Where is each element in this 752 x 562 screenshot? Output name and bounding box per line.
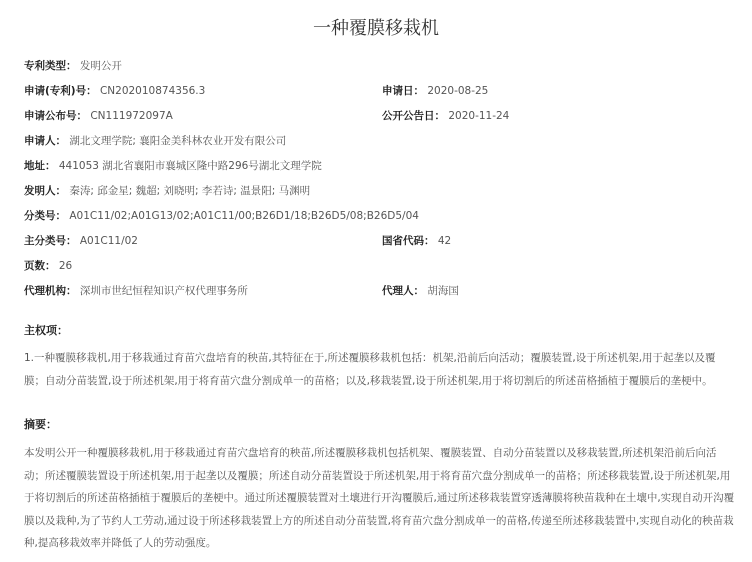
field-pages	[24, 259, 72, 273]
abstract-text: 本发明公开一种覆膜移栽机,用于移栽通过育苗穴盘培育的秧苗,所述覆膜移栽机包括机架、覆膜装置、自动分苗装置以及移栽装置,所述机架沿前后向活动；所述覆膜装置设于所述机架,用于起垄以及覆膜；所述自动分苗装置设于所述机架,用于将育苗穴盘分割成单一的苗格；所述移栽装置,设于所述机架,用于将切割后的所述苗格插植于覆膜后的垄梗中。通过所述覆膜装置对土壤进行开沟覆膜后,通过所述移栽装置穿透薄膜将秧苗栽种在土壤中,实现自动开沟覆膜以及栽种,为了节约人工劳动,通过设于所述移栽装置上方的所述自动分苗装置,将育苗穴盘分割成单一的苗格,传递至所述移栽装置中,实现自动化的秧苗栽种,提高移栽效率并降低了人的劳动强度。	[24, 447, 735, 549]
field-label: 页数：	[24, 260, 56, 272]
field-pub-date	[382, 109, 509, 123]
field-applicant	[24, 134, 286, 148]
field-label: 地址：	[24, 160, 56, 172]
field-value: A01C11/02;A01G13/02;A01C11/00;B26D1/18;B26D5/08;B26D5/04	[69, 210, 419, 222]
field-app-no	[24, 84, 205, 98]
field-label: 公开公告日：	[382, 110, 445, 122]
field-value: CN111972097A	[90, 110, 173, 122]
field-label: 代理人：	[382, 285, 424, 297]
field-value: 湖北文理学院; 襄阳金美科林农业开发有限公司	[69, 135, 287, 147]
claims-text: 1.一种覆膜移栽机,用于移栽通过育苗穴盘培育的秧苗,其特征在于,所述覆膜移栽机包括：机架,沿前后向活动；覆膜装置,设于所述机架,用于起垄以及覆膜；自动分苗装置,设于所述机架,用于将育苗穴盘分割成单一的苗格；以及,移栽装置,设于所述机架,用于将切割后的所述苗格插植于覆膜后的垄梗中。	[24, 352, 716, 387]
field-value: 42	[437, 235, 452, 247]
field-address	[24, 159, 322, 173]
field-inventors	[24, 184, 310, 198]
field-label: 申请公布号：	[24, 110, 87, 122]
field-label: 分类号：	[24, 210, 66, 222]
field-value: A01C11/02	[79, 235, 138, 247]
field-value: 秦涛; 邱金星; 魏超; 刘晓明; 李若诗; 温景阳; 马渊明	[69, 185, 311, 197]
field-label: 申请日：	[382, 85, 424, 97]
field-value: 发明公开	[79, 60, 122, 72]
field-main-class	[24, 234, 138, 248]
field-app-date	[382, 84, 488, 98]
abstract-heading: 摘要：	[24, 418, 57, 431]
field-value: 26	[58, 260, 73, 272]
field-label: 专利类型：	[24, 60, 77, 72]
field-agent	[382, 284, 459, 298]
field-agency	[24, 284, 248, 298]
field-value: 2020-08-25	[427, 85, 489, 97]
field-class-no	[24, 209, 419, 223]
field-value: CN202010874356.3	[99, 85, 206, 97]
field-label: 申请(专利)号：	[24, 85, 97, 97]
field-value: 2020-11-24	[448, 110, 510, 122]
field-country-code	[382, 234, 451, 248]
field-label: 申请人：	[24, 135, 66, 147]
field-label: 主分类号：	[24, 235, 77, 247]
field-value: 441053 湖北省襄阳市襄城区隆中路296号湖北文理学院	[58, 160, 322, 172]
claims-heading: 主权项：	[24, 324, 68, 337]
field-label: 发明人：	[24, 185, 66, 197]
field-pub-no	[24, 109, 173, 123]
field-value: 深圳市世纪恒程知识产权代理事务所	[79, 285, 248, 297]
field-value: 胡海国	[427, 285, 459, 297]
field-patent-type	[24, 59, 122, 73]
field-label: 代理机构：	[24, 285, 77, 297]
field-label: 国省代码：	[382, 235, 435, 247]
page-title: 一种覆膜移栽机	[313, 18, 439, 39]
